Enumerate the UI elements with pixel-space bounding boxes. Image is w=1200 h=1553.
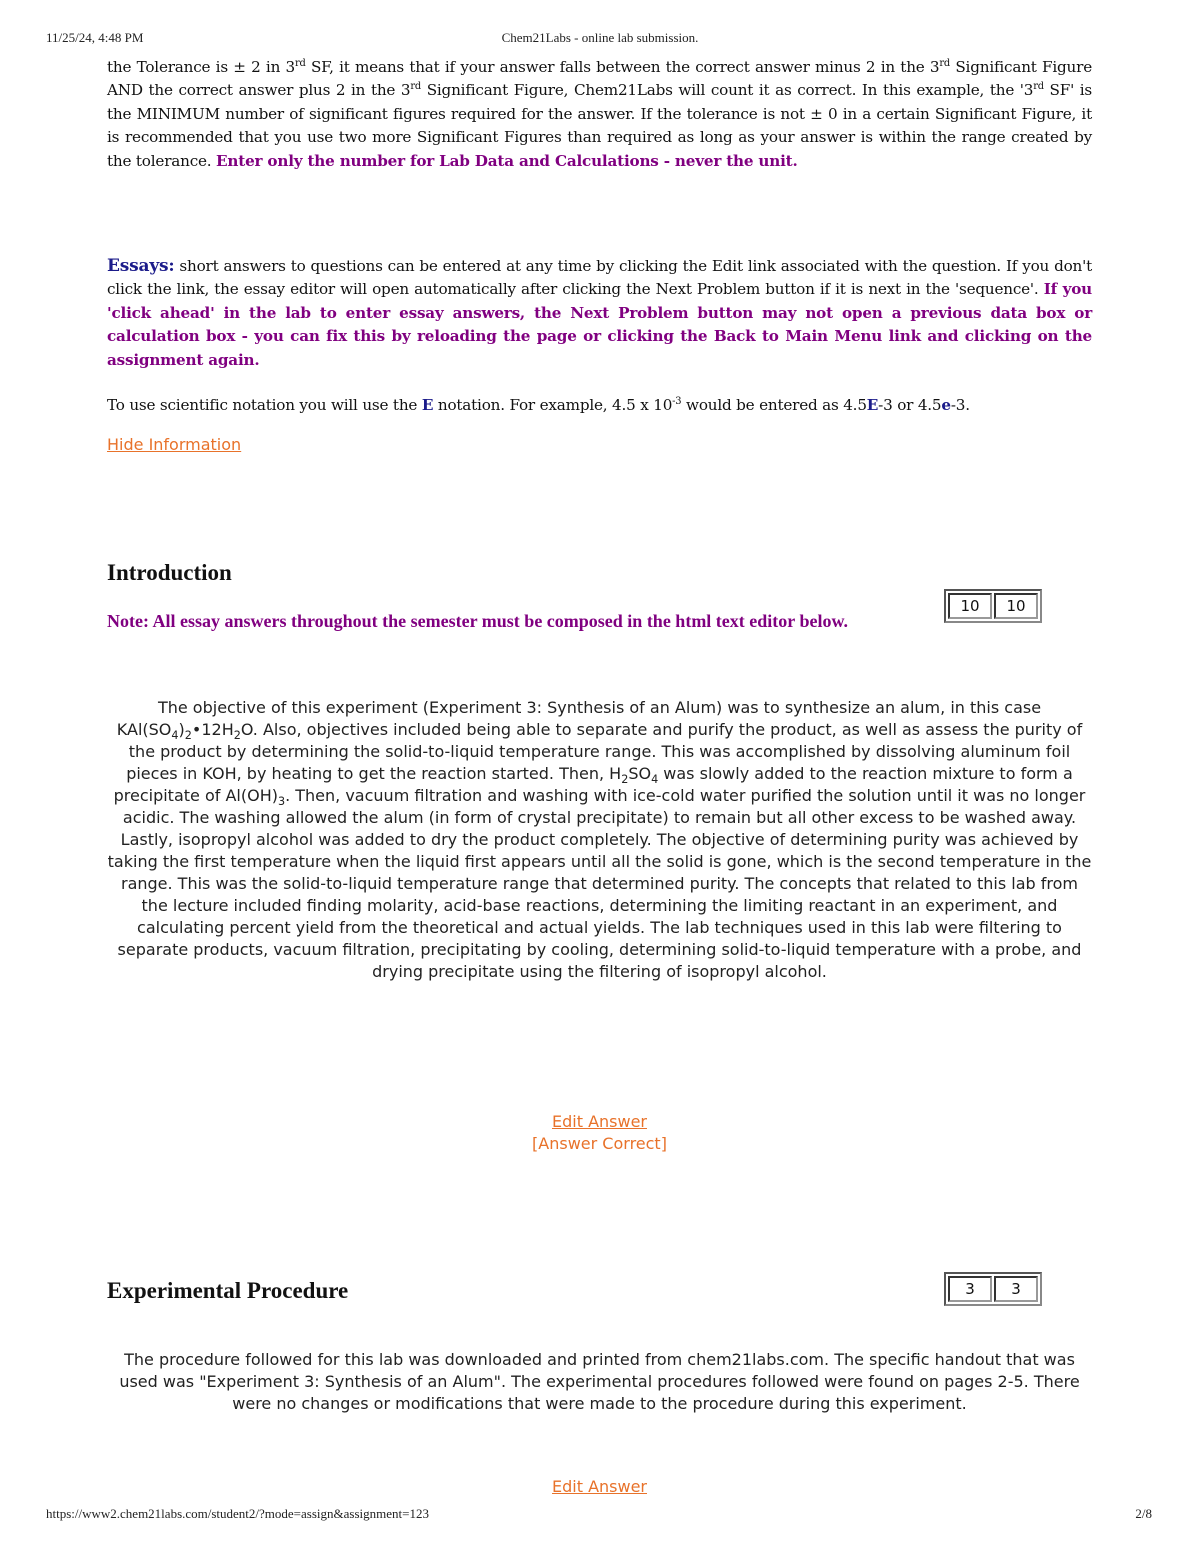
print-url: https://www2.chem21labs.com/student2/?mode=assign&assignment=123 [46, 1506, 429, 1521]
score-possible: 10 [994, 593, 1038, 619]
procedure-edit-answer-link[interactable]: Edit Answer [552, 1477, 647, 1496]
introduction-heading: Introduction [107, 560, 232, 585]
introduction-edit-answer-link[interactable]: Edit Answer [552, 1112, 647, 1131]
procedure-score-box [944, 1272, 1042, 1306]
scientific-notation-info [107, 394, 1092, 417]
print-page-title: Chem21Labs - online lab submission. [501, 30, 699, 45]
answer-status: [Answer Correct] [532, 1134, 667, 1153]
hide-information-link[interactable]: Hide Information [107, 435, 242, 454]
score-earned: 10 [948, 593, 992, 619]
essays-info [107, 255, 1092, 372]
tolerance-paragraph: the Tolerance is ± 2 in 3rd SF, it means that if your answer falls between the correct answer minus 2 in the 3rd Significant Figure AND the correct answer plus 2 in the 3rd Significant Figure, Chem21Labs will count it as correct. In this example, the '3rd SF' is the MINIMUM number of significant figures required for the answer. If the tolerance is not ± 0 in a certain Significant Figure, it is recommended that you use two more Significant Figures than required as long as your answer is within the range created by the tolerance. Enter only the number for Lab Data and Calculations - never the unit. [107, 57, 1092, 170]
unit-warning: Enter only the number for Lab Data and Calculations - never the unit. [216, 151, 798, 170]
print-page-number: 2/8 [1135, 1506, 1152, 1521]
score-possible: 3 [994, 1276, 1038, 1302]
essays-paragraph: Essays: short answers to questions can be entered at any time by clicking the Edit link associated with the question. If you don't click the link, the essay editor will open automatically after clicking the Next Problem button if it is next in the 'sequence'. If you 'click ahead' in the lab to enter essay answers, the Next Problem button may not open a previous data box or calculation box - you can fix this by reloading the page or clicking the Back to Main Menu link and clicking on the assignment again. [107, 256, 1092, 369]
score-earned: 3 [948, 1276, 992, 1302]
print-datetime: 11/25/24, 4:48 PM [46, 30, 144, 45]
introduction-answer: The objective of this experiment (Experiment 3: Synthesis of an Alum) was to synthesize an alum, in this case $KAl(SO_4)_2•12H_2O$. Also, objectives included being able to separate and purify the product, as well as assess the purity of the product by determining the solid-to-liquid temperature range. This was accomplished by dissolving aluminum foil pieces in KOH, by heating to get the reaction started. Then, $H_2SO_4$ was slowly added to the reaction mixture to form a precipitate of $Al(OH)_3$. Then, vacuum filtration and washing with ice-cold water purified the solution until it was no longer acidic. The washing allowed the alum (in form of crystal precipitate) to remain but all other excess to be washed away. Lastly, isopropyl alcohol was added to dry the product completely. The objective of determining purity was achieved by taking the first temperature when the liquid first appears until all the solid is gone, which is the second temperature in the range. This was the solid-to-liquid temperature range that determined purity. The concepts that related to this lab from the lecture included finding molarity, acid-base reactions, determining the limiting reactant in an experiment, and calculating percent yield from the theoretical and actual yields. The lab techniques used in this lab were filtering to separate products, vacuum filtration, precipitating by cooling, determining solid-to-liquid temperature with a probe, and drying precipitate using the filtering of isopropyl alcohol. [107, 698, 1092, 981]
print-footer [0, 1506, 1200, 1526]
sci-notation-paragraph: To use scientific notation you will use the E notation. For example, 4.5 x $10^{-3}$ would be entered as 4.5E-3 or 4.5e-3. [107, 395, 970, 414]
tolerance-info [107, 56, 1092, 173]
experimental-procedure-heading: Experimental Procedure [107, 1278, 349, 1303]
introduction-score-box [944, 589, 1042, 623]
essays-label: Essays: [107, 256, 175, 276]
procedure-answer: The procedure followed for this lab was downloaded and printed from chem21labs.com. The specific handout that was used was "Experiment 3: Synthesis of an Alum". The experimental procedures followed were found on pages 2-5. There were no changes or modifications that were made to the procedure during this experiment. [119, 1350, 1080, 1413]
html-editor-note: Note: All essay answers throughout the semester must be composed in the html text editor below. [107, 611, 848, 631]
click-ahead-warning: If you 'click ahead' in the lab to enter essay answers, the Next Problem button may not open a previous data box or calculation box - you can fix this by reloading the page or clicking the Back to Main Menu link and clicking on the assignment again. [107, 280, 1092, 369]
print-header [0, 30, 1200, 50]
